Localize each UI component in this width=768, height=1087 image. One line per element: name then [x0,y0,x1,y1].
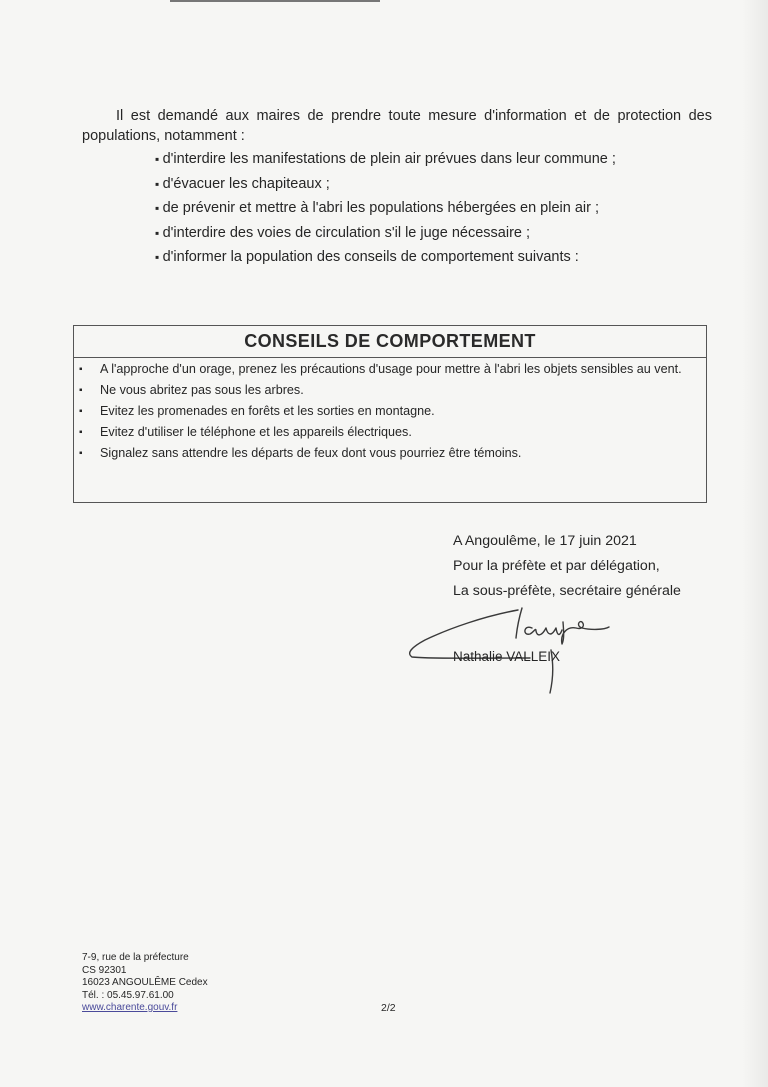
measure-item: ▪ d'interdire des voies de circulation s'il le juge nécessaire ; [155,224,616,249]
place-date: A Angoulême, le 17 juin 2021 [453,533,637,549]
advice-item: ▪ Ne vous abritez pas sous les arbres. [74,384,706,397]
advice-item: ▪ Evitez d'utiliser le téléphone et les appareils électriques. [74,426,706,439]
measure-item: ▪ d'évacuer les chapiteaux ; [155,175,616,200]
footer-city: 16023 ANGOULÊME Cedex [82,977,208,988]
footer-address [82,952,208,1015]
page-number: 2/2 [381,1002,396,1014]
footer-website-link[interactable]: www.charente.gouv.fr [82,1002,178,1013]
intro-paragraph: Il est demandé aux maires de prendre toute mesure d'information et de protection des populations, notamment : [82,108,712,144]
scan-shadow [742,0,768,1087]
advice-item: ▪ Signalez sans attendre les départs de feux dont vous pourriez être témoins. [74,447,706,460]
intro-section [82,106,712,146]
scan-top-line [170,0,380,2]
measures-list [155,150,616,273]
signer-role: La sous-préfète, secrétaire générale [453,583,681,599]
advice-title: CONSEILS DE COMPORTEMENT [74,326,706,358]
footer-cs: CS 92301 [82,964,127,976]
advice-item: ▪ Evitez les promenades en forêts et les sorties en montagne. [74,405,706,418]
measure-item: ▪ d'informer la population des conseils de comportement suivants : [155,248,616,273]
footer-phone: Tél. : 05.45.97.61.00 [82,989,174,1001]
advice-item: ▪ A l'approche d'un orage, prenez les précautions d'usage pour mettre à l'abri les objets sensibles au vent. [74,363,706,376]
measure-item: ▪ d'interdire les manifestations de plein air prévues dans leur commune ; [155,150,616,175]
signature-block [453,529,681,604]
signer-name: Nathalie VALLEIX [453,649,561,664]
delegation-line: Pour la préfète et par délégation, [453,558,660,574]
advice-box [73,325,707,503]
footer-street: 7-9, rue de la préfecture [82,952,189,963]
advice-list [74,363,706,460]
measure-item: ▪ de prévenir et mettre à l'abri les populations hébergées en plein air ; [155,199,616,224]
